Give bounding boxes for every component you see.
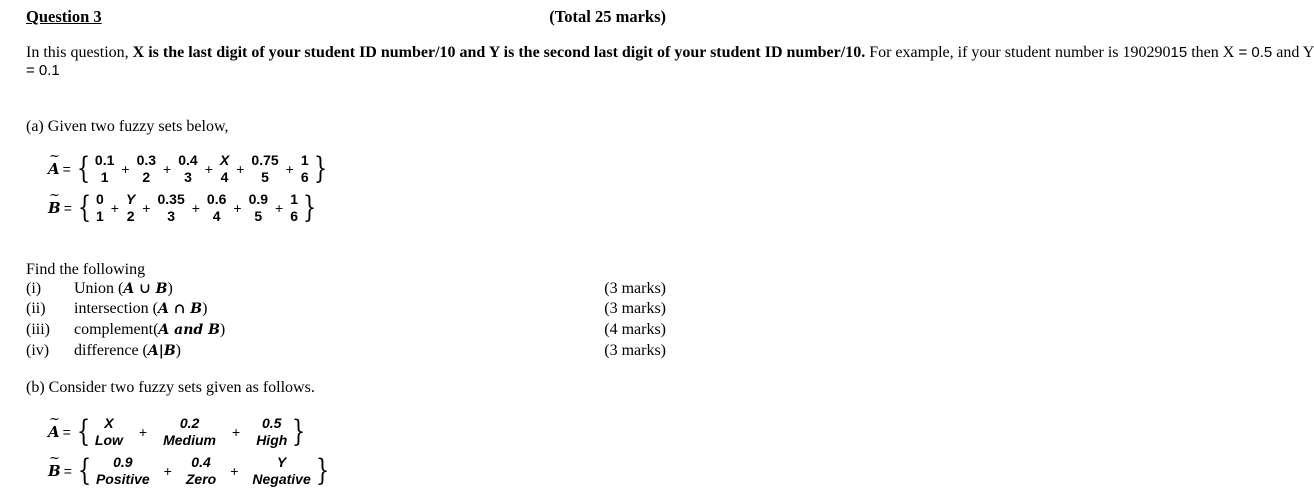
item-close: ) xyxy=(175,342,181,359)
intro-prefix: In this question, xyxy=(26,44,133,61)
find-following: Find the following xyxy=(26,261,146,278)
item-text xyxy=(74,300,207,318)
plus-sign: + xyxy=(110,200,119,216)
membership-degree: 0.1 xyxy=(94,152,115,168)
element-label: 3 xyxy=(167,208,175,224)
set-a-symbol: ~ A xyxy=(48,423,60,441)
fuzzy-set-b-linguistic xyxy=(48,454,332,488)
membership-term xyxy=(93,152,116,186)
plus-sign: + xyxy=(191,200,200,216)
membership-degree: 0.6 xyxy=(206,191,227,207)
item-expr: A ∪ B xyxy=(123,281,168,297)
element-label: 3 xyxy=(184,169,192,185)
membership-term xyxy=(205,191,228,225)
membership-degree: 0.9 xyxy=(248,191,269,207)
set-b-terms xyxy=(94,191,300,225)
item-expr: A|B xyxy=(147,343,176,359)
membership-degree: 1 xyxy=(300,152,309,168)
part-b-intro: (b) Consider two fuzzy sets given as follows. xyxy=(26,379,315,396)
plus-sign: + xyxy=(163,463,172,479)
intro-eq-x: = 0.5 xyxy=(1234,44,1273,61)
intro-suffix-1: For example, if your student number is 190290 xyxy=(865,44,1171,61)
question-title: Question 3 xyxy=(26,7,102,26)
element-label: Negative xyxy=(252,471,311,487)
fuzzy-set-a-linguistic xyxy=(48,415,308,449)
item-close: ) xyxy=(219,321,226,338)
right-brace-icon: } xyxy=(302,190,317,225)
membership-degree: 0.35 xyxy=(157,191,185,207)
element-label: 1 xyxy=(100,169,109,185)
item-number: (iv) xyxy=(26,342,50,359)
membership-degree: 1 xyxy=(290,191,299,207)
item-number: (i) xyxy=(26,280,42,297)
membership-degree: 0.4 xyxy=(178,152,198,168)
fuzzy-set-b xyxy=(48,191,319,225)
element-label: 5 xyxy=(254,208,263,224)
right-brace-icon: } xyxy=(292,414,306,449)
intro-bold: X is the last digit of your student ID number/10 and Y is the second last digit of your student ID number/10. xyxy=(132,44,866,61)
right-brace-icon: } xyxy=(315,453,329,488)
set-a-terms xyxy=(93,152,311,186)
intro-digits: 15 xyxy=(1170,44,1188,61)
plus-sign: + xyxy=(204,161,213,177)
item-label: difference ( xyxy=(74,342,148,359)
plus-sign: + xyxy=(285,161,294,177)
membership-term xyxy=(176,152,199,186)
item-marks: (3 marks) xyxy=(604,342,666,359)
intro-paragraph xyxy=(26,44,1314,80)
item-label: complement( xyxy=(74,321,159,338)
set-a-symbol: ~ A xyxy=(48,160,60,178)
set-b-symbol: ~ B xyxy=(48,199,61,217)
item-marks: (3 marks) xyxy=(604,280,666,297)
item-text xyxy=(74,280,173,298)
plus-sign: + xyxy=(232,424,241,440)
intro-suffix-2: then X xyxy=(1187,44,1235,61)
item-close: ) xyxy=(202,300,208,317)
membership-term xyxy=(247,191,270,225)
element-label: 5 xyxy=(261,169,269,185)
equals-sign: = xyxy=(62,424,71,440)
element-label: Low xyxy=(94,432,123,448)
intro-eq-y: = 0.1 xyxy=(26,62,60,79)
item-expr: A ∩ B xyxy=(157,301,203,317)
membership-degree: 0.4 xyxy=(191,454,211,470)
item-number: (iii) xyxy=(26,321,50,338)
item-text xyxy=(74,321,225,339)
plus-sign: + xyxy=(230,463,239,479)
membership-term xyxy=(299,152,311,186)
element-label: 6 xyxy=(290,208,299,224)
set-a-linguistic-terms xyxy=(93,415,289,449)
membership-term xyxy=(218,152,231,186)
item-text xyxy=(74,342,181,360)
membership-term xyxy=(184,454,218,488)
plus-sign: + xyxy=(163,161,172,177)
membership-term xyxy=(249,152,280,186)
membership-term xyxy=(94,191,106,225)
plus-sign: + xyxy=(121,161,130,177)
plus-sign: + xyxy=(236,161,245,177)
membership-degree: 0.2 xyxy=(179,415,200,431)
membership-degree: 0.3 xyxy=(136,152,157,168)
element-label: Positive xyxy=(95,471,150,487)
membership-degree: 0.75 xyxy=(251,152,279,168)
left-brace-icon: { xyxy=(77,453,92,488)
item-label: Union ( xyxy=(74,280,124,297)
set-b-symbol: ~ B xyxy=(48,462,61,480)
element-label: Zero xyxy=(185,471,217,487)
element-label: 4 xyxy=(220,169,229,185)
membership-term xyxy=(94,454,152,488)
element-label: 2 xyxy=(126,208,135,224)
membership-term xyxy=(161,415,218,449)
item-number: (ii) xyxy=(26,300,46,317)
element-label: Medium xyxy=(163,432,216,448)
membership-term xyxy=(254,415,289,449)
membership-degree: Y xyxy=(276,454,287,470)
membership-degree: 0.5 xyxy=(262,415,282,431)
right-brace-icon: } xyxy=(313,151,327,186)
plus-sign: + xyxy=(138,424,148,440)
item-marks: (4 marks) xyxy=(604,321,666,338)
total-marks: (Total 25 marks) xyxy=(549,7,666,26)
element-label: 2 xyxy=(142,169,151,185)
item-label: intersection ( xyxy=(74,300,158,317)
membership-term xyxy=(124,191,137,225)
membership-term xyxy=(155,191,186,225)
plus-sign: + xyxy=(275,200,284,216)
fuzzy-set-a xyxy=(48,152,330,186)
left-brace-icon: { xyxy=(76,151,91,186)
membership-term xyxy=(135,152,158,186)
equals-sign: = xyxy=(63,463,72,479)
membership-degree: 0 xyxy=(95,191,104,207)
membership-term xyxy=(288,191,300,225)
membership-degree: X xyxy=(219,152,230,168)
equals-sign: = xyxy=(62,161,71,177)
left-brace-icon: { xyxy=(77,190,92,225)
item-marks: (3 marks) xyxy=(604,300,666,317)
membership-term xyxy=(93,415,125,449)
element-label: High xyxy=(256,432,288,448)
element-label: 4 xyxy=(212,208,221,224)
plus-sign: + xyxy=(142,200,151,216)
element-label: 6 xyxy=(300,169,309,185)
set-b-linguistic-terms xyxy=(94,454,313,488)
left-brace-icon: { xyxy=(76,414,91,449)
item-close: ) xyxy=(167,280,173,297)
intro-suffix-3: and Y xyxy=(1272,44,1314,61)
part-a-intro: (a) Given two fuzzy sets below, xyxy=(26,118,229,135)
element-label: 1 xyxy=(95,208,104,224)
equals-sign: = xyxy=(63,200,72,216)
item-expr: A and B xyxy=(158,322,220,338)
plus-sign: + xyxy=(233,200,242,216)
membership-degree: 0.9 xyxy=(113,454,133,470)
membership-degree: Y xyxy=(125,191,136,207)
membership-term xyxy=(250,454,312,488)
membership-degree: X xyxy=(104,415,114,431)
